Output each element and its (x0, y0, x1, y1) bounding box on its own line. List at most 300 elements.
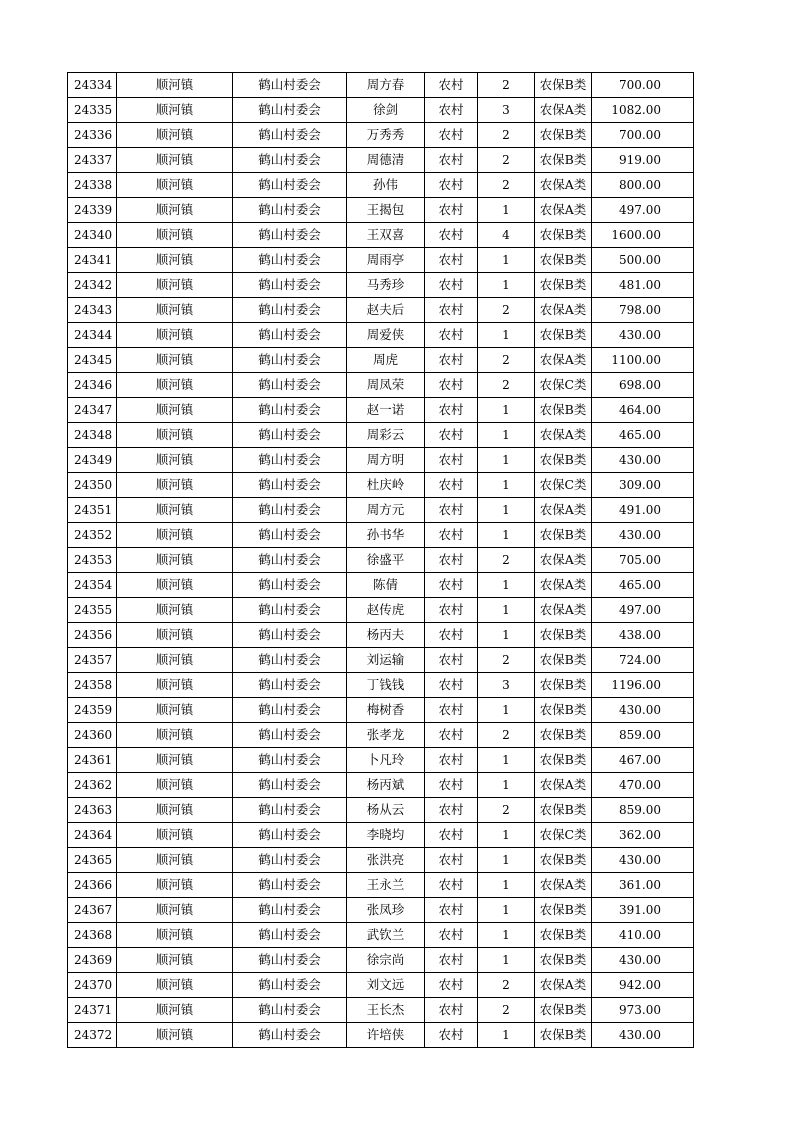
town-cell: 顺河镇 (117, 173, 233, 198)
table-row (68, 873, 694, 898)
committee-cell: 鹤山村委会 (233, 773, 347, 798)
record-id-cell: 24334 (68, 73, 117, 98)
town-cell: 顺河镇 (117, 773, 233, 798)
committee-cell: 鹤山村委会 (233, 198, 347, 223)
area-type-cell: 农村 (425, 1023, 478, 1048)
table-row (68, 723, 694, 748)
name-cell: 王双喜 (347, 223, 425, 248)
table-row (68, 273, 694, 298)
record-id-cell: 24338 (68, 173, 117, 198)
table-row (68, 398, 694, 423)
town-cell: 顺河镇 (117, 698, 233, 723)
table-row (68, 198, 694, 223)
committee-cell: 鹤山村委会 (233, 848, 347, 873)
town-cell: 顺河镇 (117, 73, 233, 98)
committee-cell: 鹤山村委会 (233, 148, 347, 173)
table-row (68, 648, 694, 673)
record-id-cell: 24356 (68, 623, 117, 648)
amount-cell: 465.00 (592, 423, 694, 448)
household-count-cell: 2 (478, 548, 535, 573)
amount-cell: 700.00 (592, 73, 694, 98)
town-cell: 顺河镇 (117, 348, 233, 373)
town-cell: 顺河镇 (117, 448, 233, 473)
committee-cell: 鹤山村委会 (233, 98, 347, 123)
insurance-class-cell: 农保A类 (535, 498, 592, 523)
record-id-cell: 24362 (68, 773, 117, 798)
household-count-cell: 1 (478, 498, 535, 523)
record-id-cell: 24345 (68, 348, 117, 373)
area-type-cell: 农村 (425, 473, 478, 498)
insurance-class-cell: 农保B类 (535, 748, 592, 773)
area-type-cell: 农村 (425, 123, 478, 148)
town-cell: 顺河镇 (117, 298, 233, 323)
name-cell: 徐剑 (347, 98, 425, 123)
insurance-class-cell: 农保A类 (535, 873, 592, 898)
area-type-cell: 农村 (425, 998, 478, 1023)
name-cell: 许培侠 (347, 1023, 425, 1048)
town-cell: 顺河镇 (117, 123, 233, 148)
town-cell: 顺河镇 (117, 1023, 233, 1048)
household-count-cell: 2 (478, 648, 535, 673)
insurance-class-cell: 农保B类 (535, 448, 592, 473)
name-cell: 周爱侠 (347, 323, 425, 348)
name-cell: 武钦兰 (347, 923, 425, 948)
table-row (68, 548, 694, 573)
household-count-cell: 3 (478, 98, 535, 123)
amount-cell: 1600.00 (592, 223, 694, 248)
committee-cell: 鹤山村委会 (233, 998, 347, 1023)
record-id-cell: 24342 (68, 273, 117, 298)
insurance-class-cell: 农保A类 (535, 598, 592, 623)
committee-cell: 鹤山村委会 (233, 298, 347, 323)
table-row (68, 148, 694, 173)
household-count-cell: 1 (478, 748, 535, 773)
name-cell: 刘运输 (347, 648, 425, 673)
committee-cell: 鹤山村委会 (233, 498, 347, 523)
table-row (68, 473, 694, 498)
name-cell: 卜凡玲 (347, 748, 425, 773)
insurance-class-cell: 农保C类 (535, 473, 592, 498)
town-cell: 顺河镇 (117, 748, 233, 773)
amount-cell: 309.00 (592, 473, 694, 498)
insurance-class-cell: 农保B类 (535, 273, 592, 298)
area-type-cell: 农村 (425, 823, 478, 848)
insurance-class-cell: 农保A类 (535, 198, 592, 223)
committee-cell: 鹤山村委会 (233, 423, 347, 448)
town-cell: 顺河镇 (117, 598, 233, 623)
area-type-cell: 农村 (425, 573, 478, 598)
name-cell: 马秀珍 (347, 273, 425, 298)
amount-cell: 497.00 (592, 598, 694, 623)
household-count-cell: 1 (478, 598, 535, 623)
area-type-cell: 农村 (425, 498, 478, 523)
table-row (68, 773, 694, 798)
committee-cell: 鹤山村委会 (233, 948, 347, 973)
area-type-cell: 农村 (425, 548, 478, 573)
area-type-cell: 农村 (425, 673, 478, 698)
household-count-cell: 1 (478, 198, 535, 223)
insurance-class-cell: 农保A类 (535, 173, 592, 198)
name-cell: 赵夫后 (347, 298, 425, 323)
amount-cell: 465.00 (592, 573, 694, 598)
name-cell: 周彩云 (347, 423, 425, 448)
household-count-cell: 1 (478, 273, 535, 298)
area-type-cell: 农村 (425, 198, 478, 223)
record-id-cell: 24367 (68, 898, 117, 923)
record-id-cell: 24349 (68, 448, 117, 473)
record-id-cell: 24370 (68, 973, 117, 998)
committee-cell: 鹤山村委会 (233, 173, 347, 198)
area-type-cell: 农村 (425, 223, 478, 248)
household-count-cell: 2 (478, 973, 535, 998)
area-type-cell: 农村 (425, 273, 478, 298)
name-cell: 孙书华 (347, 523, 425, 548)
table-row (68, 373, 694, 398)
insurance-class-cell: 农保A类 (535, 548, 592, 573)
name-cell: 丁钱钱 (347, 673, 425, 698)
name-cell: 王揭包 (347, 198, 425, 223)
household-count-cell: 2 (478, 723, 535, 748)
household-count-cell: 2 (478, 73, 535, 98)
record-id-cell: 24364 (68, 823, 117, 848)
record-id-cell: 24360 (68, 723, 117, 748)
town-cell: 顺河镇 (117, 423, 233, 448)
amount-cell: 859.00 (592, 723, 694, 748)
insurance-class-cell: 农保B类 (535, 1023, 592, 1048)
town-cell: 顺河镇 (117, 648, 233, 673)
committee-cell: 鹤山村委会 (233, 973, 347, 998)
insurance-class-cell: 农保B类 (535, 698, 592, 723)
insurance-class-cell: 农保B类 (535, 923, 592, 948)
amount-cell: 467.00 (592, 748, 694, 773)
amount-cell: 500.00 (592, 248, 694, 273)
amount-cell: 1082.00 (592, 98, 694, 123)
record-id-cell: 24344 (68, 323, 117, 348)
table-row (68, 73, 694, 98)
town-cell: 顺河镇 (117, 998, 233, 1023)
insurance-class-cell: 农保C类 (535, 373, 592, 398)
name-cell: 梅树香 (347, 698, 425, 723)
town-cell: 顺河镇 (117, 248, 233, 273)
area-type-cell: 农村 (425, 798, 478, 823)
table-row (68, 848, 694, 873)
table-row (68, 798, 694, 823)
record-id-cell: 24363 (68, 798, 117, 823)
committee-cell: 鹤山村委会 (233, 598, 347, 623)
table-row (68, 223, 694, 248)
household-count-cell: 3 (478, 673, 535, 698)
record-id-cell: 24340 (68, 223, 117, 248)
insurance-class-cell: 农保A类 (535, 423, 592, 448)
amount-cell: 491.00 (592, 498, 694, 523)
town-cell: 顺河镇 (117, 573, 233, 598)
amount-cell: 430.00 (592, 848, 694, 873)
household-count-cell: 1 (478, 698, 535, 723)
amount-cell: 430.00 (592, 1023, 694, 1048)
insurance-class-cell: 农保A类 (535, 298, 592, 323)
table-row (68, 298, 694, 323)
amount-cell: 1196.00 (592, 673, 694, 698)
area-type-cell: 农村 (425, 323, 478, 348)
household-count-cell: 1 (478, 323, 535, 348)
table-row (68, 498, 694, 523)
amount-cell: 1100.00 (592, 348, 694, 373)
area-type-cell: 农村 (425, 923, 478, 948)
insurance-class-cell: 农保B类 (535, 723, 592, 748)
area-type-cell: 农村 (425, 598, 478, 623)
committee-cell: 鹤山村委会 (233, 248, 347, 273)
area-type-cell: 农村 (425, 173, 478, 198)
town-cell: 顺河镇 (117, 948, 233, 973)
household-count-cell: 1 (478, 473, 535, 498)
town-cell: 顺河镇 (117, 973, 233, 998)
area-type-cell: 农村 (425, 523, 478, 548)
table-row (68, 1023, 694, 1048)
amount-cell: 430.00 (592, 948, 694, 973)
name-cell: 李晓均 (347, 823, 425, 848)
town-cell: 顺河镇 (117, 323, 233, 348)
committee-cell: 鹤山村委会 (233, 73, 347, 98)
record-id-cell: 24335 (68, 98, 117, 123)
name-cell: 陈倩 (347, 573, 425, 598)
name-cell: 周凤荣 (347, 373, 425, 398)
household-count-cell: 1 (478, 873, 535, 898)
household-count-cell: 1 (478, 623, 535, 648)
committee-cell: 鹤山村委会 (233, 548, 347, 573)
town-cell: 顺河镇 (117, 673, 233, 698)
amount-cell: 361.00 (592, 873, 694, 898)
area-type-cell: 农村 (425, 448, 478, 473)
record-id-cell: 24368 (68, 923, 117, 948)
area-type-cell: 农村 (425, 423, 478, 448)
insurance-class-cell: 农保B类 (535, 248, 592, 273)
record-id-cell: 24359 (68, 698, 117, 723)
name-cell: 张孝龙 (347, 723, 425, 748)
household-count-cell: 1 (478, 923, 535, 948)
table-row (68, 898, 694, 923)
record-id-cell: 24352 (68, 523, 117, 548)
area-type-cell: 农村 (425, 773, 478, 798)
household-count-cell: 1 (478, 1023, 535, 1048)
insurance-class-cell: 农保B类 (535, 398, 592, 423)
name-cell: 周方明 (347, 448, 425, 473)
table-row (68, 698, 694, 723)
town-cell: 顺河镇 (117, 273, 233, 298)
insurance-class-cell: 农保B类 (535, 623, 592, 648)
name-cell: 张洪亮 (347, 848, 425, 873)
record-id-cell: 24353 (68, 548, 117, 573)
table-row (68, 423, 694, 448)
town-cell: 顺河镇 (117, 198, 233, 223)
table-row (68, 248, 694, 273)
town-cell: 顺河镇 (117, 98, 233, 123)
committee-cell: 鹤山村委会 (233, 673, 347, 698)
table-row (68, 123, 694, 148)
town-cell: 顺河镇 (117, 373, 233, 398)
amount-cell: 391.00 (592, 898, 694, 923)
table-row (68, 173, 694, 198)
household-count-cell: 1 (478, 523, 535, 548)
area-type-cell: 农村 (425, 723, 478, 748)
committee-cell: 鹤山村委会 (233, 923, 347, 948)
area-type-cell: 农村 (425, 98, 478, 123)
area-type-cell: 农村 (425, 948, 478, 973)
record-id-cell: 24343 (68, 298, 117, 323)
table-row (68, 823, 694, 848)
amount-cell: 859.00 (592, 798, 694, 823)
town-cell: 顺河镇 (117, 473, 233, 498)
committee-cell: 鹤山村委会 (233, 648, 347, 673)
insurance-class-cell: 农保A类 (535, 973, 592, 998)
town-cell: 顺河镇 (117, 548, 233, 573)
name-cell: 周虎 (347, 348, 425, 373)
amount-cell: 973.00 (592, 998, 694, 1023)
table-row (68, 598, 694, 623)
table-row (68, 673, 694, 698)
area-type-cell: 农村 (425, 848, 478, 873)
name-cell: 张凤珍 (347, 898, 425, 923)
amount-cell: 700.00 (592, 123, 694, 148)
amount-cell: 430.00 (592, 523, 694, 548)
committee-cell: 鹤山村委会 (233, 1023, 347, 1048)
name-cell: 徐宗尚 (347, 948, 425, 973)
household-count-cell: 1 (478, 898, 535, 923)
insurance-class-cell: 农保B类 (535, 648, 592, 673)
table-row (68, 323, 694, 348)
committee-cell: 鹤山村委会 (233, 723, 347, 748)
amount-cell: 919.00 (592, 148, 694, 173)
household-count-cell: 1 (478, 573, 535, 598)
town-cell: 顺河镇 (117, 223, 233, 248)
committee-cell: 鹤山村委会 (233, 798, 347, 823)
household-count-cell: 1 (478, 848, 535, 873)
table-row (68, 748, 694, 773)
household-count-cell: 2 (478, 123, 535, 148)
committee-cell: 鹤山村委会 (233, 348, 347, 373)
town-cell: 顺河镇 (117, 398, 233, 423)
insurance-class-cell: 农保B类 (535, 798, 592, 823)
insurance-class-cell: 农保B类 (535, 523, 592, 548)
name-cell: 万秀秀 (347, 123, 425, 148)
area-type-cell: 农村 (425, 73, 478, 98)
area-type-cell: 农村 (425, 648, 478, 673)
area-type-cell: 农村 (425, 898, 478, 923)
insurance-class-cell: 农保B类 (535, 998, 592, 1023)
amount-cell: 430.00 (592, 698, 694, 723)
town-cell: 顺河镇 (117, 723, 233, 748)
roster-table-body (68, 73, 694, 1048)
record-id-cell: 24365 (68, 848, 117, 873)
insurance-class-cell: 农保C类 (535, 823, 592, 848)
table-row (68, 573, 694, 598)
committee-cell: 鹤山村委会 (233, 698, 347, 723)
amount-cell: 705.00 (592, 548, 694, 573)
insurance-class-cell: 农保B类 (535, 673, 592, 698)
amount-cell: 430.00 (592, 323, 694, 348)
table-row (68, 448, 694, 473)
amount-cell: 464.00 (592, 398, 694, 423)
insurance-class-cell: 农保A类 (535, 98, 592, 123)
insurance-class-cell: 农保B类 (535, 323, 592, 348)
insurance-class-cell: 农保B类 (535, 223, 592, 248)
household-count-cell: 1 (478, 423, 535, 448)
roster-table (67, 72, 694, 1048)
table-row (68, 923, 694, 948)
table-row (68, 623, 694, 648)
name-cell: 周方元 (347, 498, 425, 523)
committee-cell: 鹤山村委会 (233, 748, 347, 773)
name-cell: 王永兰 (347, 873, 425, 898)
household-count-cell: 2 (478, 173, 535, 198)
household-count-cell: 1 (478, 823, 535, 848)
town-cell: 顺河镇 (117, 923, 233, 948)
name-cell: 赵一诺 (347, 398, 425, 423)
insurance-class-cell: 农保B类 (535, 948, 592, 973)
record-id-cell: 24372 (68, 1023, 117, 1048)
amount-cell: 410.00 (592, 923, 694, 948)
amount-cell: 362.00 (592, 823, 694, 848)
table-row (68, 948, 694, 973)
household-count-cell: 2 (478, 148, 535, 173)
name-cell: 杨从云 (347, 798, 425, 823)
amount-cell: 430.00 (592, 448, 694, 473)
name-cell: 杜庆岭 (347, 473, 425, 498)
town-cell: 顺河镇 (117, 523, 233, 548)
household-count-cell: 2 (478, 348, 535, 373)
name-cell: 刘文远 (347, 973, 425, 998)
name-cell: 孙伟 (347, 173, 425, 198)
area-type-cell: 农村 (425, 373, 478, 398)
amount-cell: 798.00 (592, 298, 694, 323)
area-type-cell: 农村 (425, 748, 478, 773)
name-cell: 徐盛平 (347, 548, 425, 573)
table-row (68, 98, 694, 123)
record-id-cell: 24336 (68, 123, 117, 148)
amount-cell: 698.00 (592, 373, 694, 398)
area-type-cell: 农村 (425, 623, 478, 648)
committee-cell: 鹤山村委会 (233, 573, 347, 598)
area-type-cell: 农村 (425, 973, 478, 998)
household-count-cell: 1 (478, 448, 535, 473)
record-id-cell: 24358 (68, 673, 117, 698)
insurance-class-cell: 农保B类 (535, 73, 592, 98)
committee-cell: 鹤山村委会 (233, 523, 347, 548)
household-count-cell: 2 (478, 998, 535, 1023)
record-id-cell: 24346 (68, 373, 117, 398)
town-cell: 顺河镇 (117, 498, 233, 523)
committee-cell: 鹤山村委会 (233, 473, 347, 498)
insurance-class-cell: 农保B类 (535, 898, 592, 923)
amount-cell: 800.00 (592, 173, 694, 198)
insurance-class-cell: 农保B类 (535, 148, 592, 173)
record-id-cell: 24348 (68, 423, 117, 448)
committee-cell: 鹤山村委会 (233, 323, 347, 348)
household-count-cell: 2 (478, 798, 535, 823)
record-id-cell: 24371 (68, 998, 117, 1023)
record-id-cell: 24355 (68, 598, 117, 623)
household-count-cell: 1 (478, 773, 535, 798)
name-cell: 周方春 (347, 73, 425, 98)
town-cell: 顺河镇 (117, 873, 233, 898)
town-cell: 顺河镇 (117, 898, 233, 923)
name-cell: 周雨亭 (347, 248, 425, 273)
name-cell: 杨丙夫 (347, 623, 425, 648)
household-count-cell: 2 (478, 298, 535, 323)
insurance-class-cell: 农保A类 (535, 573, 592, 598)
insurance-class-cell: 农保A类 (535, 773, 592, 798)
amount-cell: 724.00 (592, 648, 694, 673)
record-id-cell: 24361 (68, 748, 117, 773)
